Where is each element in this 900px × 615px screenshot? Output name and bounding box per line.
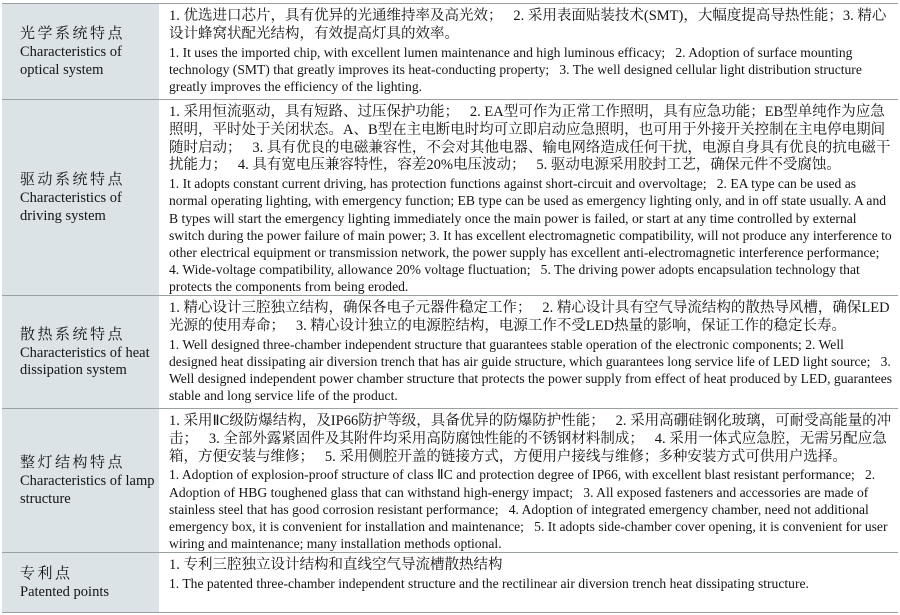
row-header-zh: 整灯结构特点 [20,455,126,471]
row-body-zh: 1. 采用ⅡC级防爆结构，及IP66防护等级，具备优异的防爆防护性能； 2. 采用高硼硅钢化玻璃，可耐受高能量的冲击； 3. 全部外露紧固件及其附件均采用高防腐蚀性能的不锈钢材料制成； 4. 采用一体式应急腔，无需另配应急箱，方便安装与维修； 5. 采用侧腔开盖的链接方式，方便用户接线与维修；多种安装方式可供用户选择。 [169,413,892,465]
row-body-zh: 1. 专利三腔独立设计结构和直线空气导流槽散热结构 [169,557,503,573]
row-header-en: Patented points [20,583,110,600]
row-header-cell [2,296,159,408]
row-header-en: Characteristics of driving system [20,190,122,224]
row-body-zh: 1. 优选进口芯片，具有优异的光通维持率及高光效； 2. 采用表面贴装技术(SMT)，大幅度提高导热性能；3. 精心设计蜂窝状配光结构，有效提高灯具的效率。 [169,8,887,42]
row-body-cell [159,553,898,612]
row-header-zh: 光学系统特点 [20,26,126,42]
row-header-en: Characteristics of lamp structure [20,473,155,507]
row-header-cell [2,4,159,99]
row-header-zh: 散热系统特点 [20,326,126,343]
table-row-heat-dissipation [2,296,898,409]
row-body-en: 1. Well designed three-chamber independent structure that guarantees stable operation of the electronic components; 2. Well designed heat dissipating air diversion trench that has air guide structure, which guarantees long service life of LED light source; 3. Well designed independent power chamber structure that protects the power supply from effect of heat produced by LED, guarantees stable and long service life of the product. [169,336,896,404]
row-body-cell [159,4,898,99]
row-body-zh: 1. 精心设计三腔独立结构，确保各电子元器件稳定工作； 2. 精心设计具有空气导流结构的散热导风槽，确保LED光源的使用寿命； 3. 精心设计独立的电源腔结构，电源工作不受LED热量的影响，保证工作的稳定长寿。 [169,300,890,334]
row-body-cell [159,100,898,295]
row-header-cell [2,100,159,295]
row-body-en: 1. The patented three-chamber independent structure and the rectilinear air diversion trench heat dissipating structure. [169,575,809,591]
row-body-en: 1. It adopts constant current driving, has protection functions against short-circuit and overvoltage; 2. EA type can be used as normal operating lighting, with emergency function; EB type can be used as emergency lighting only, and in off state usually. A and B types will start the emergency lighting immediately once the main power is failed, or start at any time controlled by external switch during the power failure of main power; 3. It has excellent electromagnetic compatibility, will not produce any interference to other electrical equipment or transmission network, the power supply has excellent anti-electromagnetic interference performance; 4. Wide-voltage compatibility, allowance 20% voltage fluctuation; 5. The driving power adopts encapsulation technology that protects the components from being eroded. [169,176,896,295]
row-body-cell [159,296,898,408]
row-header-cell [2,553,159,612]
row-body-en: 1. Adoption of explosion-proof structure of class ⅡC and protection degree of IP66, with excellent blast resistant performance; 2. Adoption of HBG toughened glass that can withstand high-energy impact; 3. All exposed fasteners and accessories are made of stainless steel that has good corrosion resistant performance; 4. Adoption of integrated emergency chamber, need not additional emergency box, it is convenient for installation and maintenance; 5. It adopts side-chamber cover opening, it is convenient for user wiring and maintenance; many installation methods optional. [169,467,891,552]
row-header-cell [2,409,159,552]
table-row-lamp-structure [2,409,898,553]
feature-table [2,3,898,613]
table-row-optical-system [2,4,898,100]
row-header-en: Characteristics of heat dissipation system [20,344,150,378]
row-header-en: Characteristics of optical system [20,44,122,78]
row-header-zh: 驱动系统特点 [20,172,126,188]
row-body-cell [159,409,898,552]
row-body-en: 1. It uses the imported chip, with excellent lumen maintenance and high luminous efficacy; 2. Adoption of surface mounting technology (SMT) that greatly improves its heat-conducting property; 3. The well designed cellular light distribution structure greatly improves the efficiency of the lighting. [169,44,866,94]
table-row-driving-system [2,100,898,296]
row-body-zh: 1. 采用恒流驱动，具有短路、过压保护功能； 2. EA型可作为正常工作照明，具有应急功能；EB型单纯作为应急照明，平时处于关闭状态。A、B型在主电断电时均可立即启动应急照明，也可用于外接开关控制在主电停电期间随时启动； 3. 具有优良的电磁兼容性，不会对其他电器、输电网络造成任何干扰，电源自身具有优良的抗电磁干扰能力； 4. 具有宽电压兼容特性，容差20%电压波动； 5. 驱动电源采用胶封工艺，确保元件不受腐蚀。 [169,104,891,174]
row-header-zh: 专利点 [20,565,73,582]
table-row-patented-points [2,553,898,613]
